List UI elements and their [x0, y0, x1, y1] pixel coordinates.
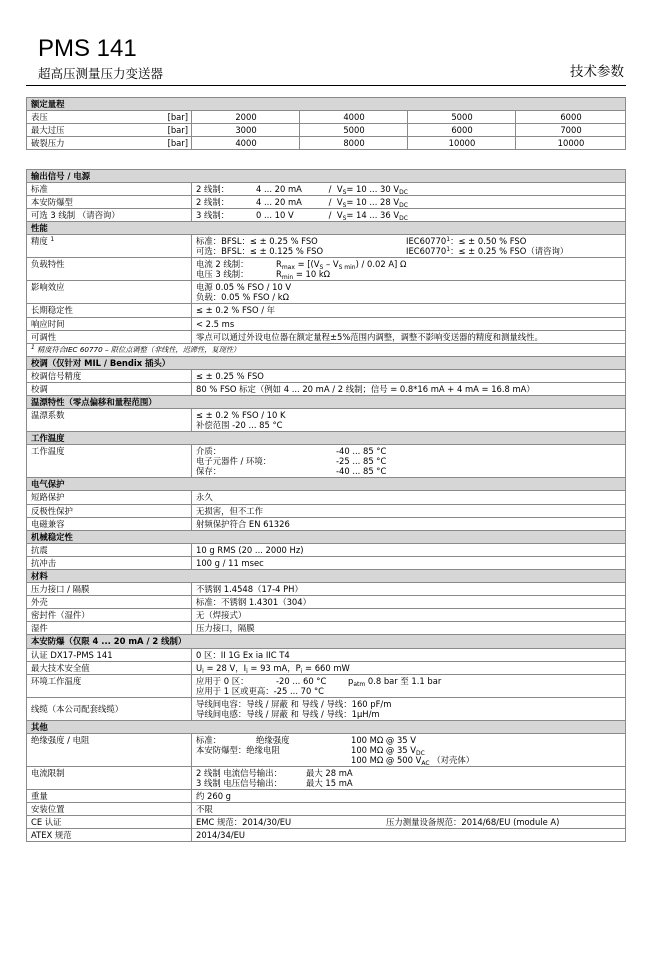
row-label: 最大技术安全值	[27, 661, 192, 674]
row-label: 短路保护	[27, 491, 192, 504]
row-label: 最大过压	[31, 125, 65, 136]
row-value: 压力接口，隔膜	[192, 622, 626, 635]
row-label: 可调性	[27, 330, 192, 343]
row-value: ≤ ± 0.25 % FSO	[192, 369, 626, 382]
row-value: 零点可以通过外设电位器在额定量程±5%范围内调整，调整不影响变送器的精度和测量线性。	[192, 330, 626, 343]
row-label: 抗震	[27, 543, 192, 556]
range-value: 6000	[408, 124, 516, 137]
row-label: 工作温度	[27, 445, 192, 478]
table-row: 环境工作温度 应用于 0 区： -20 ... 60 °C $p_{atm}$ 0.8 bar 至 1.1 bar 应用于 1 区或更高：-25 ... 70 °C	[27, 674, 626, 697]
row-value: < 2.5 ms	[192, 317, 626, 330]
section-explosion: 本安防爆（仅限 4 ... 20 mA / 2 线制）	[27, 635, 626, 648]
row-label: 长期稳定性	[27, 304, 192, 317]
section-calibration: 校调（仅针对 MIL / Bendix 插头）	[27, 356, 626, 369]
table-row	[27, 124, 626, 137]
section-performance: 性能	[27, 222, 626, 235]
table-row	[27, 137, 626, 150]
row-label: 温漂系数	[27, 409, 192, 432]
section-output: 输出信号 / 电源	[27, 170, 626, 183]
row-label: 负载特性	[27, 258, 192, 281]
table-row	[27, 304, 626, 317]
row-value: 无损害，但不工作	[192, 504, 626, 517]
page-title: PMS 141	[38, 35, 137, 62]
row-label: 可选 3 线制 （请咨询）	[27, 209, 192, 222]
row-value: ≤ ± 0.2 % FSO / 年	[192, 304, 626, 317]
section-range: 额定量程	[27, 98, 626, 111]
range-value: 4000	[192, 137, 300, 150]
section-mechanical: 机械稳定性	[27, 530, 626, 543]
unit: [bar]	[167, 112, 188, 123]
row-value: 不锈钢 1.4548（17-4 PH）	[192, 583, 626, 596]
table-row: 电流限制 2 线制 电流信号输出： 最大 28 mA 3 线制 电压信号输出： 最大 15 mA	[27, 766, 626, 789]
row-label: 抗冲击	[27, 556, 192, 569]
row-label: 重量	[27, 789, 192, 802]
section-temperature: 工作温度	[27, 432, 626, 445]
table-row	[27, 609, 626, 622]
footnote-row: $^1$ 精度符合IEC 60770 – 限位点调整（非线性，迟滞性，复现性）	[27, 343, 626, 356]
range-value: 3000	[192, 124, 300, 137]
row-label: CE 认证	[27, 816, 192, 829]
range-value: 10000	[516, 137, 626, 150]
page-subtitle: 超高压测量压力变送器	[38, 66, 164, 81]
row-label: 校调	[27, 383, 192, 396]
range-value: 7000	[516, 124, 626, 137]
row-label: 安装位置	[27, 802, 192, 815]
row-label: 精度	[31, 236, 48, 247]
row-label: 密封件（湿件）	[27, 609, 192, 622]
row-label: 破裂压力	[31, 138, 65, 149]
table-row	[27, 517, 626, 530]
row-label: 线缆（本公司配套线缆）	[27, 697, 192, 720]
range-value: 5000	[300, 124, 408, 137]
table-row: 影响效应 电源 0.05 % FSO / 10 V 负载：0.05 % FSO / kΩ	[27, 281, 626, 304]
row-value: 不限	[192, 802, 626, 815]
row-value: 100 g / 11 msec	[192, 556, 626, 569]
row-value: 标准：不锈钢 1.4301（304）	[192, 596, 626, 609]
table-row	[27, 543, 626, 556]
row-label: 反极性保护	[27, 504, 192, 517]
row-label: 绝缘强度 / 电阻	[27, 733, 192, 766]
section-materials: 材料	[27, 569, 626, 582]
table-row	[27, 789, 626, 802]
range-value: 2000	[192, 111, 300, 124]
table-row	[27, 491, 626, 504]
table-row: 线缆（本公司配套线缆） 导线间电容：导线 / 屏蔽 和 导线 / 导线：160 pF/m 导线间电感：导线 / 屏蔽 和 导线 / 导线：1μH/m	[27, 697, 626, 720]
row-label: 电流限制	[27, 766, 192, 789]
table-row: 精度 $^1$ 标准：BFSL：≤ ± 0.25 % FSO $IEC60770^1$：≤ ± 0.50 % FSO 可选：BFSL：≤ ± 0.125 % FSO $IEC60770^1$：≤ ± 0.25 % FSO（请咨询）	[27, 235, 626, 258]
row-value: 约 260 g	[192, 789, 626, 802]
row-value: 10 g RMS (20 ... 2000 Hz)	[192, 543, 626, 556]
table-row: 温漂系数 ≤ ± 0.2 % FSO / 10 K 补偿范围 -20 ... 85 °C	[27, 409, 626, 432]
unit: [bar]	[167, 125, 188, 136]
table-row: 绝缘强度 / 电阻 标准： 绝缘强度 100 MΩ @ 35 V 本安防爆型：绝缘电阻 100 MΩ @ 35 $V_{DC}$ 100 MΩ @ 500 $V_{AC}$ （对壳体）	[27, 733, 626, 766]
row-label: 压力接口 / 隔膜	[27, 583, 192, 596]
table-row	[27, 504, 626, 517]
table-row	[27, 111, 626, 124]
section-misc: 其他	[27, 720, 626, 733]
row-label: 校调信号精度	[27, 369, 192, 382]
range-value: 6000	[516, 111, 626, 124]
row-value: 0 区：II 1G Ex ia IIC T4	[192, 648, 626, 661]
row-value: 永久	[192, 491, 626, 504]
row-value: 80 % FSO 标定（例如 4 ... 20 mA / 2 线制；信号 = 0.8*16 mA + 4 mA = 16.8 mA）	[192, 383, 626, 396]
row-label: 外壳	[27, 596, 192, 609]
table-row	[27, 648, 626, 661]
row-label: 认证 DX17-PMS 141	[27, 648, 192, 661]
range-value: 4000	[300, 111, 408, 124]
table-row	[27, 596, 626, 609]
section-electrical: 电气保护	[27, 478, 626, 491]
row-label: 湿件	[27, 622, 192, 635]
row-label: ATEX 规范	[27, 829, 192, 842]
table-row	[27, 317, 626, 330]
table-row: 工作温度 介质： -40 ... 85 °C 电子元器件 / 环境： -25 ... 85 °C 保存： -40 ... 85 °C	[27, 445, 626, 478]
page-header-right: 技术参数	[570, 64, 624, 80]
table-row	[27, 556, 626, 569]
row-value: 射频保护符合 EN 61326	[192, 517, 626, 530]
footnote: 精度符合IEC 60770 – 限位点调整（非线性，迟滞性，复现性）	[37, 344, 241, 354]
row-label: 环境工作温度	[27, 674, 192, 697]
table-row	[27, 802, 626, 815]
table-row: 标准 2 线制： 4 ... 20 mA / $V_S= 10$ ... 30 $V_{DC}$	[27, 183, 626, 196]
table-row: 可选 3 线制 （请咨询） 3 线制： 0 ... 10 $V / V_S= 14$ ... 36 $V_{DC}$	[27, 209, 626, 222]
range-value: 8000	[300, 137, 408, 150]
table-row: 最大技术安全值 $U_i = 28$ V，$I_i = 93$ mA，$P_i = 660$ mW	[27, 661, 626, 674]
unit: [bar]	[167, 138, 188, 149]
section-thermal: 温漂特性（零点偏移和量程范围）	[27, 396, 626, 409]
row-label: 本安防爆型	[27, 196, 192, 209]
table-row	[27, 583, 626, 596]
row-label: 影响效应	[27, 281, 192, 304]
spec-table	[26, 169, 626, 842]
table-row: 本安防爆型 2 线制： 4 ... 20 mA / $V_S= 10$ ... 28 $V_{DC}$	[27, 196, 626, 209]
table-row	[27, 622, 626, 635]
row-label: 电磁兼容	[27, 517, 192, 530]
row-value: 2014/34/EU	[192, 829, 626, 842]
range-table	[26, 97, 626, 150]
row-label: 响应时间	[27, 317, 192, 330]
table-row	[27, 369, 626, 382]
row-value: 无（焊接式）	[192, 609, 626, 622]
table-row: CE 认证 EMC 规范：2014/30/EU 压力测量设备规范：2014/68/EU (module A)	[27, 816, 626, 829]
row-label: 标准	[27, 183, 192, 196]
table-row	[27, 330, 626, 343]
row-label: 表压	[31, 112, 48, 123]
range-value: 10000	[408, 137, 516, 150]
table-row	[27, 383, 626, 396]
table-row: 负载特性 电流 2 线制： $R_{max} = [(V_S - V_{S min}) / 0.02$ A] Ω 电压 3 线制： $R_{min} = 10$ kΩ	[27, 258, 626, 281]
header-rule	[26, 85, 626, 86]
table-row	[27, 829, 626, 842]
range-value: 5000	[408, 111, 516, 124]
